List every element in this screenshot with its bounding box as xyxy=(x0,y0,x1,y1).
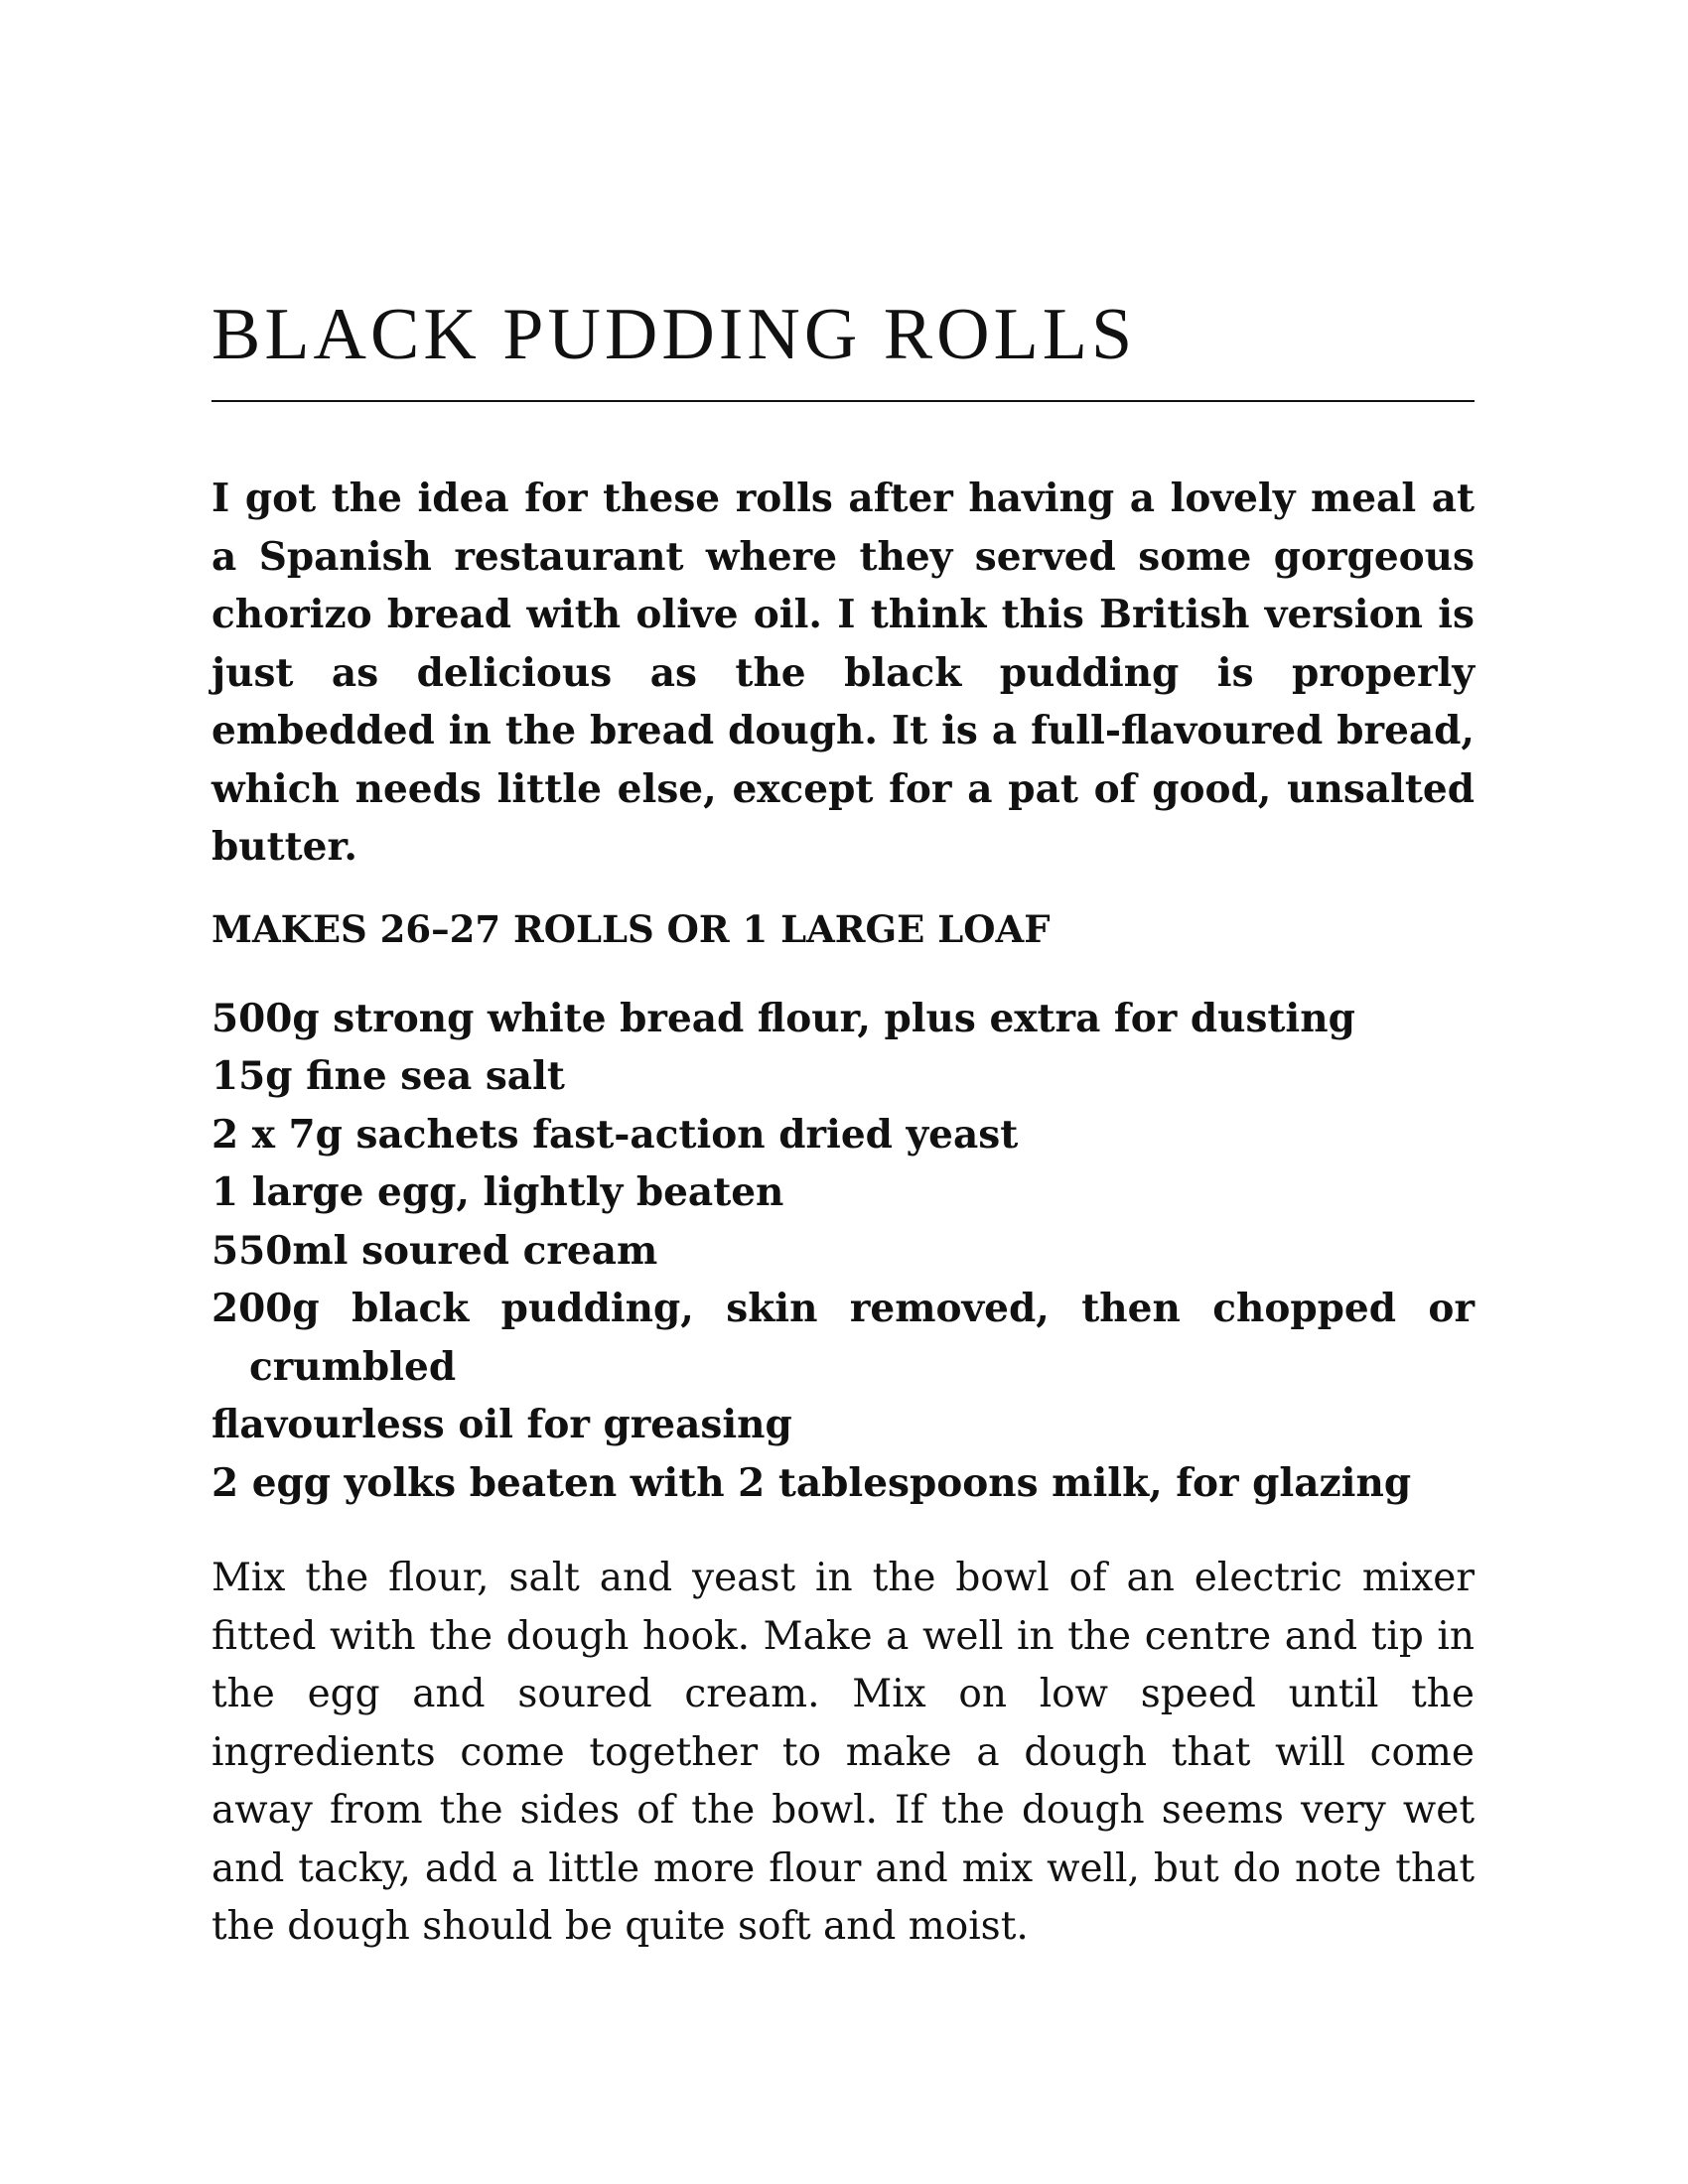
recipe-yield: MAKES 26–27 ROLLS OR 1 LARGE LOAF xyxy=(211,906,1051,951)
title-divider xyxy=(211,400,1475,402)
ingredient-item: 200g black pudding, skin removed, then chopped or crumbled xyxy=(211,1286,1475,1390)
ingredient-item: 2 egg yolks beaten with 2 tablespoons milk, for glazing xyxy=(211,1459,1412,1506)
recipe-introduction: I got the idea for these rolls after having a lovely meal at a Spanish restaurant where they served some gorgeous chorizo bread with olive oil. I think this British version is just as delicious as the black pudding is properly embedded in the bread dough. It is a full-flavoured bread, which needs little else, except for a pat of good, unsalted butter. xyxy=(211,476,1475,870)
ingredient-item: 1 large egg, lightly beaten xyxy=(211,1169,784,1215)
method-paragraph: Mix the flour, salt and yeast in the bowl of an electric mixer fitted with the dough hook. Make a well in the centre and tip in the egg and soured cream. Mix on low speed until the ingredients come together to make a dough that will come away from the sides of the bowl. If the dough seems very wet and tacky, add a little more flour and mix well, but do note that the dough should be quite soft and moist. xyxy=(211,1556,1475,1949)
ingredient-list xyxy=(211,990,1475,1513)
ingredient-item: 2 x 7g sachets fast-action dried yeast xyxy=(211,1111,1019,1158)
recipe-page xyxy=(211,290,1475,1957)
ingredient-item: 15g fine sea salt xyxy=(211,1053,565,1099)
ingredient-item: 550ml soured cream xyxy=(211,1227,658,1274)
ingredient-item: 500g strong white bread flour, plus extra for dusting xyxy=(211,995,1355,1041)
ingredient-item: flavourless oil for greasing xyxy=(211,1402,792,1447)
recipe-title: BLACK PUDDING ROLLS xyxy=(211,294,1137,375)
